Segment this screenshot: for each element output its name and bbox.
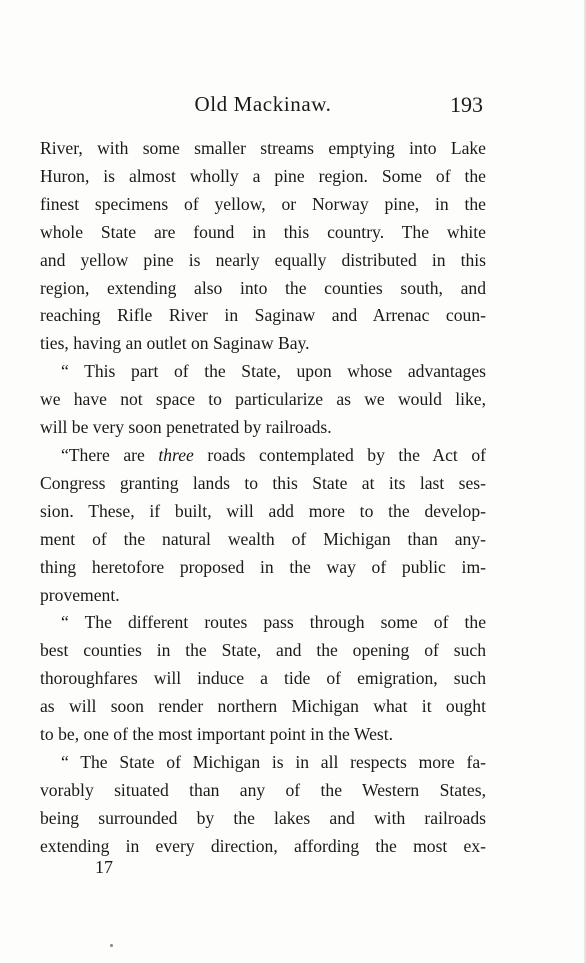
- text-line: being surrounded by the lakes and with railroads: [40, 807, 486, 828]
- text-line: thing heretofore proposed in the way of public im-: [40, 556, 486, 577]
- text-line: as will soon render northern Michigan what it ought: [40, 696, 486, 717]
- text-line: “ The State of Michigan is in all respects more fa-: [61, 751, 486, 772]
- text-line: “There are three roads contemplated by the Act of: [61, 444, 486, 465]
- signature-mark: 17: [95, 857, 113, 877]
- text-line: best counties in the State, and the opening of such: [40, 640, 486, 661]
- text-line: extending in every direction, affording the most ex-: [40, 835, 486, 856]
- text-line: “ The different routes pass through some of the: [61, 612, 486, 633]
- running-head: Old Mackinaw.: [194, 92, 332, 116]
- text-line: thoroughfares will induce a tide of emigration, such: [40, 668, 486, 689]
- page-number: 193: [450, 92, 483, 117]
- text-line: sion. These, if built, will add more to the develop-: [40, 500, 486, 521]
- body-text: [40, 135, 486, 861]
- text-line: region, extending also into the counties south, and: [40, 277, 486, 298]
- text-line: ties, having an outlet on Saginaw Bay.: [40, 333, 310, 354]
- text-line: finest specimens of yellow, or Norway pine, in the: [40, 193, 486, 214]
- text-line: provement.: [40, 584, 120, 605]
- text-line: we have not space to particularize as we would like,: [40, 389, 486, 410]
- page-header: [40, 92, 486, 126]
- print-speck: [110, 944, 113, 947]
- text-line: vorably situated than any of the Western States,: [40, 779, 486, 800]
- text-line: River, with some smaller streams emptying into Lake: [40, 138, 486, 158]
- text-line: whole State are found in this country. The white: [40, 221, 486, 242]
- text-line: “ This part of the State, upon whose advantages: [61, 361, 486, 382]
- text-line: to be, one of the most important point in the West.: [40, 724, 394, 745]
- text-line: reaching Rifle River in Saginaw and Arrenac coun-: [40, 305, 486, 326]
- text-line: will be very soon penetrated by railroads.: [40, 417, 332, 438]
- text-line: Congress granting lands to this State at its last ses-: [40, 472, 486, 493]
- text-line: ment of the natural wealth of Michigan than any-: [40, 528, 486, 549]
- text-line: Huron, is almost wholly a pine region. Some of the: [40, 165, 486, 186]
- text-line: and yellow pine is nearly equally distributed in this: [40, 249, 486, 270]
- emphasis: three: [158, 444, 194, 465]
